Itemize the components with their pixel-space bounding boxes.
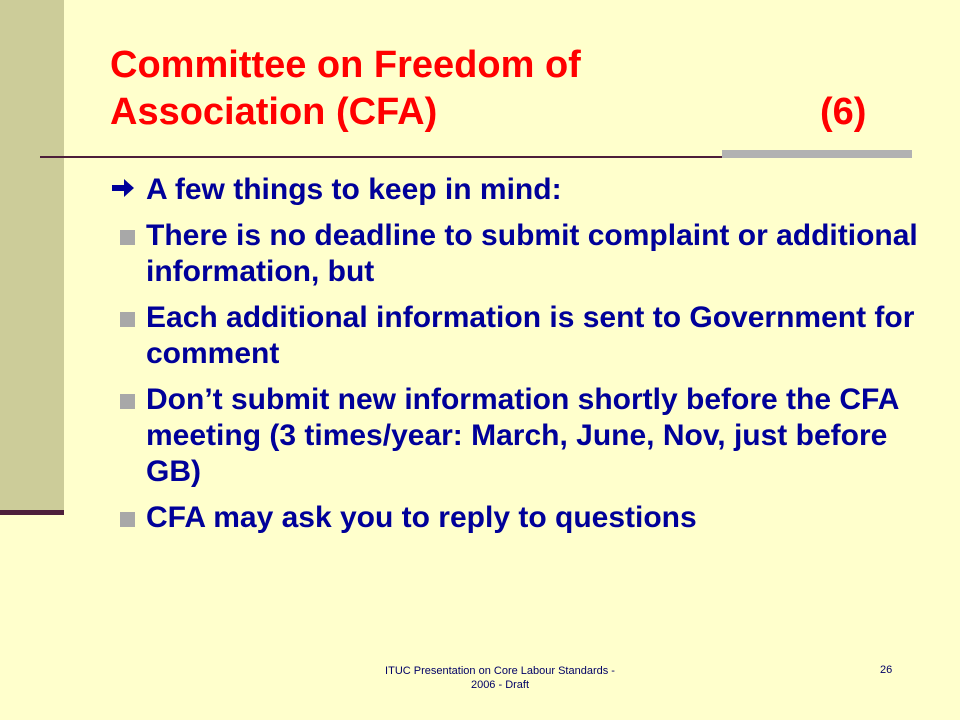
title-line-2: Association (CFA): [110, 91, 438, 133]
bullet-item: [110, 382, 930, 490]
title-number: (6): [820, 91, 867, 133]
title-line-1: Committee on Freedom of: [110, 44, 581, 86]
bullet-item: [110, 500, 930, 536]
lead-line: [110, 172, 930, 208]
page-number: 26: [880, 664, 893, 676]
footer-line-2: 2006 - Draft: [470, 679, 530, 691]
square-bullet-icon: [120, 312, 135, 327]
title-accent-bar: [722, 150, 912, 158]
left-decor-line: [0, 510, 64, 515]
square-bullet-icon: [120, 394, 135, 409]
right-arrow-icon: [110, 172, 136, 208]
bullet-text: CFA may ask you to reply to questions: [146, 501, 697, 534]
slide-title: [110, 42, 910, 136]
slide-body: [110, 172, 930, 546]
footer-text: [340, 664, 660, 692]
footer-line-1: ITUC Presentation on Core Labour Standards -: [385, 665, 615, 677]
bullet-text: There is no deadline to submit complaint or additional information, but: [146, 219, 918, 288]
bullet-item: [110, 218, 930, 290]
left-decor-bar: [0, 0, 64, 512]
bullet-item: [110, 300, 930, 372]
bullet-text: Don’t submit new information shortly before the CFA meeting (3 times/year: March, June, Nov, just before GB): [146, 383, 899, 488]
square-bullet-icon: [120, 512, 135, 527]
bullet-text: Each additional information is sent to Government for comment: [146, 301, 915, 370]
square-bullet-icon: [120, 230, 135, 245]
lead-text: A few things to keep in mind:: [146, 173, 562, 206]
